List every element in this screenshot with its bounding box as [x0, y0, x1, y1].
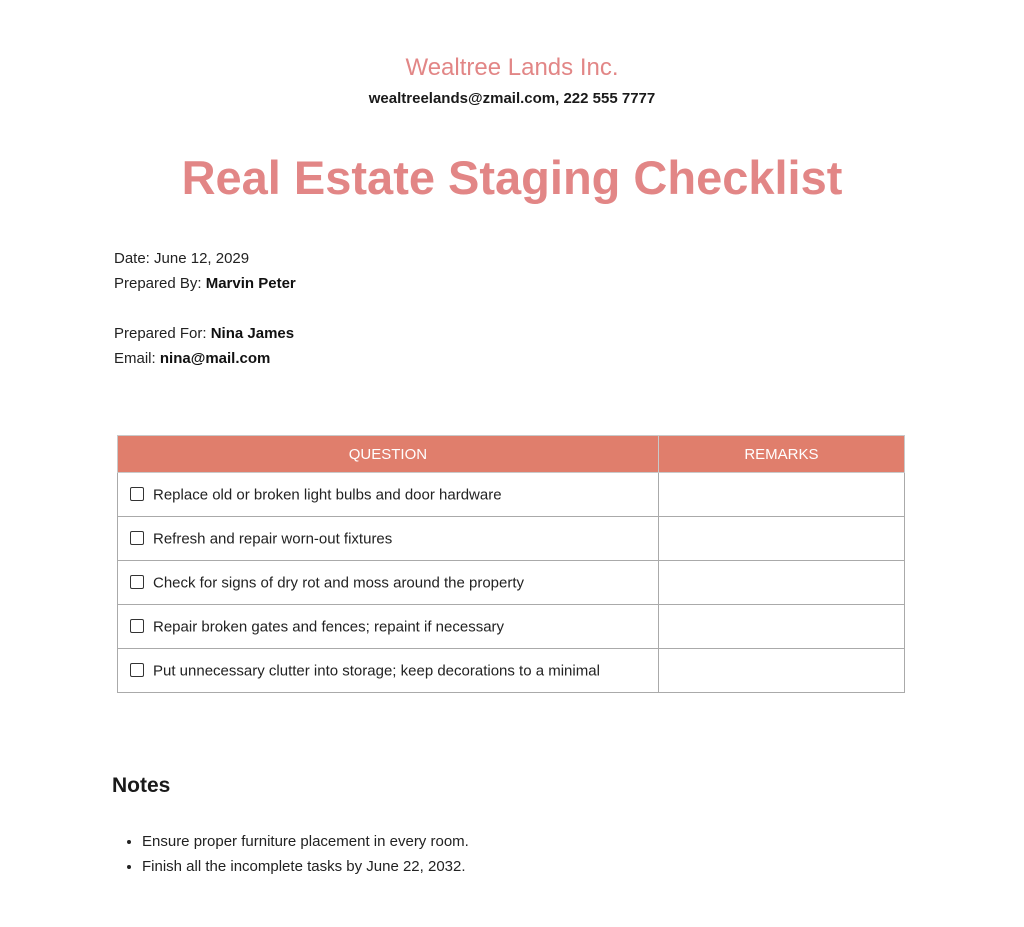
checkbox[interactable] [130, 575, 144, 589]
checklist-table [117, 435, 905, 693]
remarks-cell[interactable] [658, 561, 904, 605]
notes-heading: Notes [112, 774, 171, 797]
question-text: Refresh and repair worn-out fixtures [153, 530, 393, 548]
prepared-by-label: Prepared By: [114, 275, 202, 292]
prepared-for-value: Nina James [210, 325, 295, 342]
checkbox[interactable] [130, 531, 144, 545]
checkbox[interactable] [130, 487, 144, 501]
question-cell [118, 473, 659, 517]
question-text: Put unnecessary clutter into storage; keep decorations to a minimal [153, 662, 600, 680]
table-row [118, 649, 905, 693]
list-item: • Finish all the incomplete tasks by June 22, 2032. [142, 854, 469, 879]
email-line [114, 349, 270, 369]
email-label: Email: [114, 350, 156, 367]
company-name: Wealtree Lands Inc. [405, 54, 619, 81]
list-item: • Ensure proper furniture placement in every room. [142, 829, 469, 854]
question-cell [118, 605, 659, 649]
prepared-for-label: Prepared For: [114, 325, 207, 342]
question-text: Repair broken gates and fences; repaint if necessary [153, 618, 505, 636]
remarks-cell[interactable] [658, 605, 904, 649]
question-cell [118, 649, 659, 693]
table-row [118, 605, 905, 649]
question-cell [118, 517, 659, 561]
notes-list [114, 829, 469, 879]
checkbox[interactable] [130, 663, 144, 677]
prepared-by-value: Marvin Peter [205, 275, 296, 292]
table-header-row [118, 436, 905, 473]
remarks-cell[interactable] [658, 473, 904, 517]
question-column-header: QUESTION [118, 436, 659, 473]
date-line [114, 249, 249, 269]
question-cell [118, 561, 659, 605]
table-row [118, 473, 905, 517]
table-row [118, 517, 905, 561]
company-contact: wealtreelands@zmail.com, 222 555 7777 [368, 90, 656, 107]
prepared-by-line [114, 274, 296, 294]
table-row [118, 561, 905, 605]
question-text: Replace old or broken light bulbs and door hardware [153, 486, 502, 504]
remarks-cell[interactable] [658, 649, 904, 693]
email-value: nina@mail.com [159, 350, 271, 367]
date-label: Date: [114, 250, 150, 267]
checkbox[interactable] [130, 619, 144, 633]
question-text: Check for signs of dry rot and moss around the property [153, 574, 525, 592]
remarks-cell[interactable] [658, 517, 904, 561]
remarks-column-header: REMARKS [658, 436, 904, 473]
page-title: Real Estate Staging Checklist [181, 151, 843, 204]
date-value: June 12, 2029 [154, 250, 250, 267]
prepared-for-line [114, 324, 294, 344]
